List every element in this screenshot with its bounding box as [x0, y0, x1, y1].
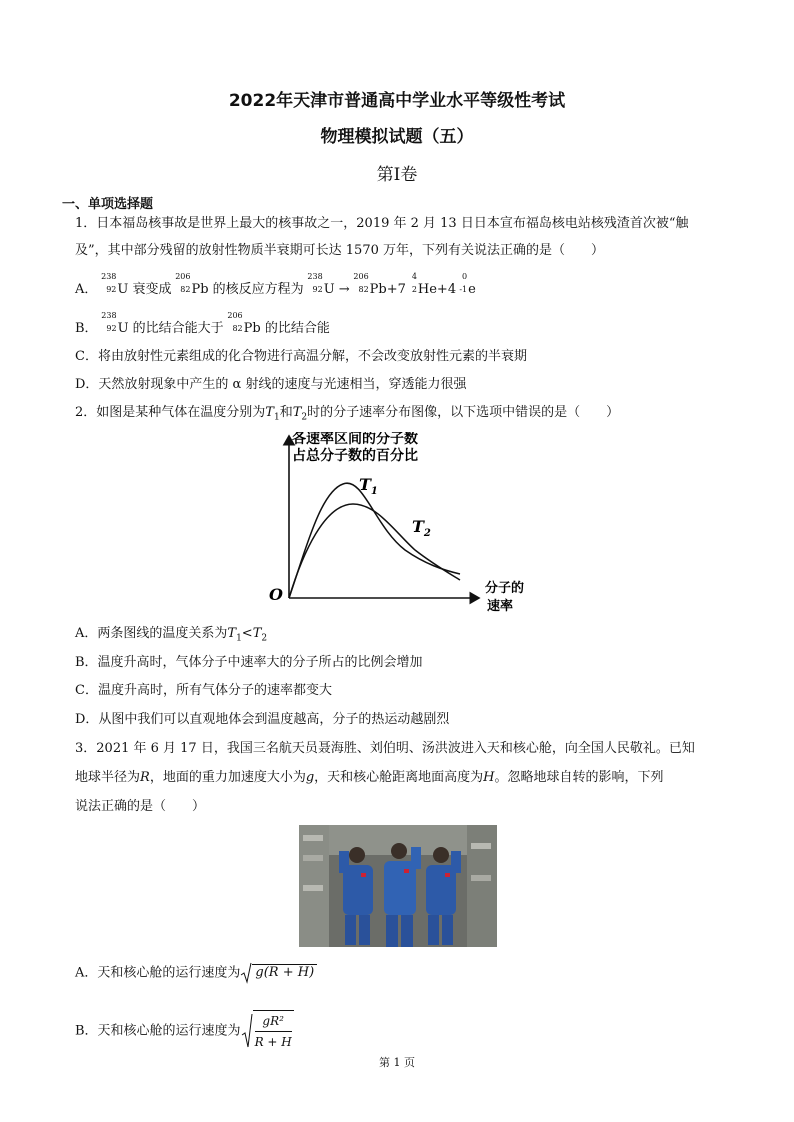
speed-distribution-graph — [265, 432, 525, 617]
q1-stem-line1: 1．日本福岛核事故是世界上最大的核事故之一，2019 年 2 月 13 日日本宣布福岛核电站核残渣首次被“触 — [75, 216, 689, 231]
exam-title: 2022年天津市普通高中学业水平等级性考试 — [228, 91, 566, 111]
q3-option-b: B．天和核心舱的运行速度为 $\frac{\text{gR²}}{R + H}$ — [75, 1010, 294, 1052]
q3-stem-line1: 3．2021 年 6 月 17 日，我国三名航天员聂海胜、刘伯明、汤洪波进入天和核心舱，向全国人民敬礼。已知 — [75, 741, 695, 756]
x-axis-label-1: 分子的 — [485, 581, 525, 596]
q2-option-c: C．温度升高时，所有气体分子的速率都变大 — [75, 683, 332, 698]
q3-stem-line2: 地球半径为R，地面的重力加速度大小为g，天和核心舱距离地面高度为H。忽略地球自转的影响，下列 — [75, 770, 664, 785]
sqrt-expression-a: g(R + H) — [240, 962, 317, 984]
q2-option-d: D．从图中我们可以直观地体会到温度越高，分子的热运动越剧烈 — [75, 712, 450, 727]
q1-stem-line2: 及”，其中部分残留的放射性物质半衰期可长达 1570 万年，下列有关说法正确的是（ ） — [75, 243, 604, 258]
q1-option-a: A． 238 92 U 衰变成 206 82 Pb 的核反应方程为 238 92 U → 206 82 Pb+7 4 2 He+4 0 -1 e — [75, 272, 476, 297]
y-axis-label-2: 占总分子数的百分比 — [292, 448, 418, 464]
volume-heading: 第Ⅰ卷 — [376, 165, 418, 185]
origin-label: O — [269, 585, 283, 604]
t1-label: $T_1$ — [359, 475, 378, 497]
sqrt-expression-b: $\frac{\text{gR²}}{R + H}$ — [241, 1010, 294, 1052]
q2-option-b: B．温度升高时，气体分子中速率大的分子所占的比例会增加 — [75, 655, 423, 670]
q2-option-a: A．两条图线的温度关系为$T_1<T_2$ — [75, 626, 268, 644]
section-heading: 一、单项选择题 — [62, 197, 154, 212]
exam-subtitle: 物理模拟试题（五） — [320, 127, 474, 147]
q1-option-d: D．天然放射现象中产生的 α 射线的速度与光速相当，穿透能力很强 — [75, 377, 467, 392]
q2-stem: 2．如图是某种气体在温度分别为$T_1$和$T_2$时的分子速率分布图像，以下选项中错误的是（ ） — [75, 405, 620, 423]
page-footer: 第 1 页 — [379, 1056, 415, 1069]
q1-option-c: C．将由放射性元素组成的化合物进行高温分解，不会改变放射性元素的半衰期 — [75, 349, 527, 364]
y-axis-label-1: 各速率区间的分子数 — [292, 432, 418, 447]
curve-t1 — [289, 483, 460, 598]
q3-option-a: A．天和核心舱的运行速度为 g(R + H) — [75, 962, 317, 984]
x-axis-label-2: 速率 — [487, 599, 514, 614]
t2-label: $T_2$ — [412, 517, 431, 539]
curve-t2 — [289, 504, 460, 598]
q1-option-b: B． 238 92 U 的比结合能大于 206 82 Pb 的比结合能 — [75, 311, 330, 336]
q3-stem-line3: 说法正确的是（ ） — [75, 799, 206, 814]
astronaut-photo — [299, 825, 497, 947]
